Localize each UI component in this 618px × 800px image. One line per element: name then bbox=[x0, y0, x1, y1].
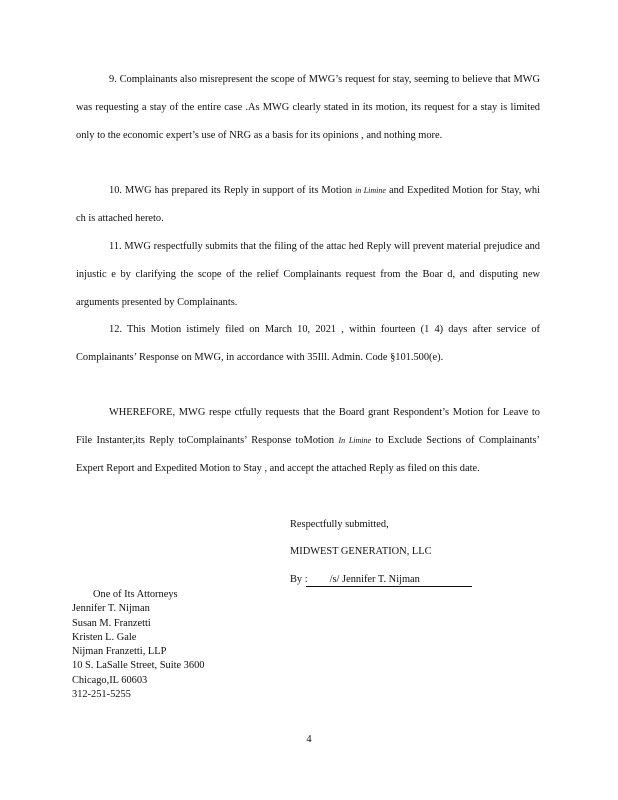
wherefore-text-a: WHEREFORE, MWG respe ctfully requests that the Board grant Respondent’s Motion for Leave to File Instanter,its Reply toComplainants’ Response toMotion bbox=[76, 407, 540, 446]
wherefore-text-b: to Exclude Sections of Complainants’ Expert Report and Expedited Motion to Stay , and accept the attached Reply as filed on this date. bbox=[76, 435, 540, 474]
signature-rule bbox=[306, 586, 472, 587]
attorney-line: Susan M. Franzetti bbox=[72, 617, 151, 629]
attorney-line: Chicago,IL 60603 bbox=[72, 674, 148, 686]
signature-company: MIDWEST GENERATION, LLC bbox=[290, 546, 432, 557]
paragraph-10-italic: in Limine bbox=[355, 186, 386, 195]
attorney-block bbox=[72, 588, 204, 702]
paragraph-11: 11. MWG respectfully submits that the filing of the attac hed Reply will prevent material prejudice and injustic e by clarifying the scope of the relief Complainants request from the Boar d, and disputing new arguments presented by Complainants. bbox=[76, 241, 540, 308]
paragraph-10 bbox=[76, 177, 540, 233]
signature-closing: Respectfully submitted, bbox=[290, 519, 389, 530]
paragraph-9: 9. Complainants also misrepresent the scope of MWG’s request for stay, seeming to believe that MWG was requesting a stay of the entire case .As MWG clearly stated in its motion, its request for a stay is limited only to the economic expert’s use of NRG as a basis for its opinions , and nothing more. bbox=[76, 74, 540, 141]
wherefore-italic: In Limine bbox=[338, 436, 372, 445]
signature-by-label: By : bbox=[290, 574, 308, 585]
paragraph-10-text-a: 10. MWG has prepared its Reply in support of its Motion bbox=[109, 185, 356, 196]
paragraph-10-text-b: and Expedited Motion for Stay, whi ch is attached hereto. bbox=[76, 185, 540, 224]
signature-signer: /s/ Jennifer T. Nijman bbox=[329, 574, 420, 585]
signature-by-line bbox=[290, 573, 420, 587]
attorney-line: Kristen L. Gale bbox=[72, 631, 137, 643]
attorney-line: Nijman Franzetti, LLP bbox=[72, 646, 167, 658]
paragraph-12: 12. This Motion istimely filed on March 10, 2021 , within fourteen (1 4) days after service of Complainants’ Response on MWG, in accordance with 35Ill. Admin. Code §101.500(e). bbox=[76, 324, 540, 363]
page-number: 4 bbox=[306, 734, 312, 745]
attorney-line: 312-251-5255 bbox=[72, 689, 131, 701]
attorney-line: 10 S. LaSalle Street, Suite 3600 bbox=[72, 660, 205, 672]
wherefore-paragraph bbox=[76, 399, 540, 483]
attorney-line: One of Its Attorneys bbox=[93, 589, 178, 600]
attorney-line: Jennifer T. Nijman bbox=[72, 603, 150, 615]
